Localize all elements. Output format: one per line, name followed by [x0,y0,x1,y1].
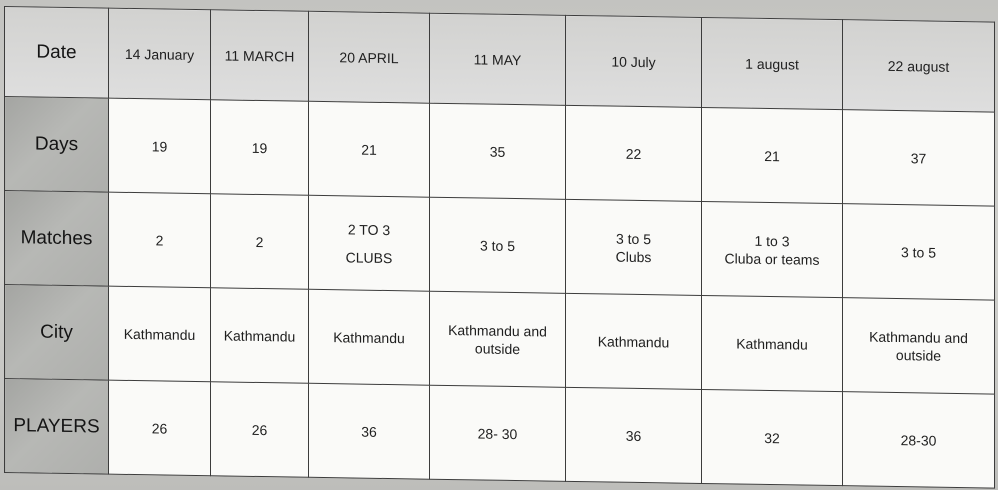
cell-text: 26 [251,421,268,438]
cell-text: 1 august [745,55,799,72]
table-cell [702,17,843,109]
cell-text: 2 TO 3 [347,220,391,238]
table-body [5,7,995,489]
cell-text: Kathmandu [123,325,196,343]
players-row [5,379,995,489]
cell-text: Kathmandu [333,328,405,346]
table-cell [430,291,566,387]
cell-text: 21 [764,147,780,164]
table-cell [843,298,995,394]
table-cell [566,15,702,107]
row-header: Date [5,7,109,99]
table-cell [566,105,702,201]
table-cell [211,288,309,384]
table-cell [309,195,430,291]
table-cell [566,199,702,295]
cell-text: outside [895,346,942,364]
cell-text: 3 to 5 [900,243,937,261]
schedule-table [4,6,995,489]
table-cell [211,100,309,196]
cell-text: Kathmandu [736,335,808,353]
table-cell [309,11,430,103]
table-cell [109,286,211,382]
cell-text: Clubs [615,248,652,265]
table-cell [211,10,309,102]
cell-text: 1 to 3 [754,232,790,249]
table-cell [109,192,211,288]
table-cell [430,13,566,105]
table-cell [843,392,995,488]
table-cell [566,293,702,389]
days-row [5,97,995,207]
table-cell [430,103,566,199]
table-cell [309,383,430,479]
city-row [5,285,995,395]
cell-text: 28-30 [900,431,937,449]
table-cell [843,110,995,206]
cell-text: 21 [361,141,377,158]
date-row [5,7,995,113]
cell-text: 10 July [611,53,656,70]
row-header: PLAYERS [5,379,109,475]
table-cell [702,107,843,203]
printed-page [4,6,994,490]
cell-text: 32 [764,429,780,446]
table-cell [309,289,430,385]
cell-text: 37 [910,149,927,166]
cell-text: 19 [251,139,268,156]
row-header: Matches [5,191,109,287]
cell-text: Cluba or teams [724,249,820,268]
cell-text: 3 to 5 [479,236,516,254]
cell-text: outside [474,339,521,357]
cell-text: 35 [489,143,506,160]
table-cell [430,197,566,293]
cell-text: 2 [255,233,264,250]
table-cell [843,204,995,300]
cell-text: 26 [151,419,168,437]
table-cell [702,295,843,391]
table-cell [430,385,566,481]
table-cell [109,380,211,476]
cell-text: 22 august [887,57,950,75]
cell-text: Kathmandu and [448,321,547,340]
cell-text: 36 [625,427,642,444]
cell-text: CLUBS [345,248,393,266]
cell-text: Kathmandu [223,326,296,345]
cell-text: 28- 30 [477,424,518,442]
matches-row [5,191,995,301]
cell-text: 20 APRIL [339,48,399,66]
table-cell [109,98,211,194]
row-header: Days [5,97,109,193]
table-cell [309,101,430,197]
table-cell [211,194,309,290]
cell-text: 36 [361,423,377,440]
cell-text: 14 January [124,45,195,63]
cell-text: 19 [151,137,168,155]
cell-text: 3 to 5 [615,230,652,247]
cell-text: 22 [625,145,642,162]
cell-text: 11 MAY [473,50,522,68]
cell-text: 11 MARCH [224,46,295,65]
table-cell [566,387,702,483]
table-cell [843,20,995,112]
table-cell [109,8,211,100]
table-cell [702,389,843,485]
cell-text: Kathmandu [597,332,670,350]
table-cell [702,201,843,297]
cell-text: 2 [155,231,164,249]
cell-text: Kathmandu and [869,328,968,346]
table-cell [211,382,309,478]
row-header: City [5,285,109,381]
